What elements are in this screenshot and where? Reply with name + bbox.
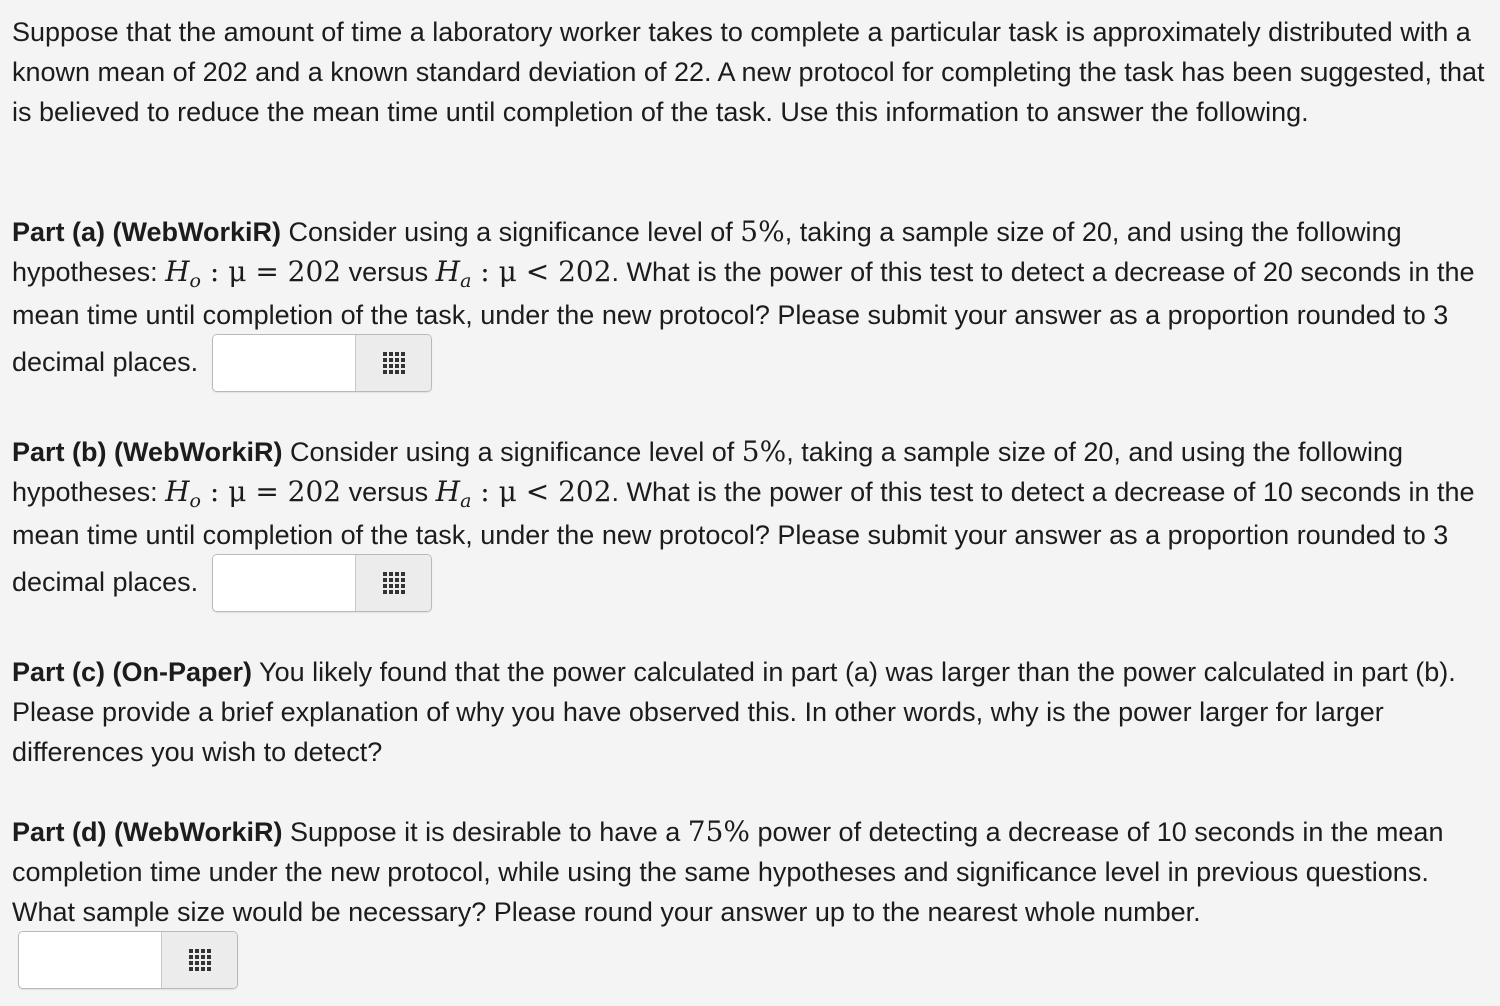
part-d-label: Part (d) (WebWorkiR)	[12, 817, 283, 847]
ha-statement: : μ < 202	[471, 475, 612, 508]
h0-statement: : μ = 202	[200, 255, 342, 288]
part-b-sig: 5%	[741, 435, 787, 468]
part-a-question: . What is the power of this test to detect a decrease of 20 seconds in the mean time until completion of the task, under the new protocol? Please submit your answer as a proportion rounded to 3 decimal places.	[12, 257, 1475, 378]
ha-statement: : μ < 202	[471, 255, 612, 288]
part-d-equation-editor-button[interactable]	[161, 932, 237, 988]
part-a-paragraph	[12, 212, 1490, 393]
part-c-paragraph	[12, 652, 1490, 772]
part-a-ha	[435, 255, 612, 292]
part-d-power: 75%	[687, 815, 751, 848]
part-a-text: Consider using a significance level of	[281, 217, 741, 247]
ha-subscript: a	[460, 270, 472, 292]
part-b-text: Consider using a significance level of	[282, 437, 742, 467]
part-a-answer-input[interactable]	[213, 335, 355, 391]
part-a-label: Part (a) (WebWorkiR)	[12, 217, 282, 247]
grid-icon	[189, 949, 211, 971]
versus-text: versus	[341, 257, 436, 287]
ha-symbol: H	[435, 255, 461, 288]
part-a-text: , taking a sample size of 20, and using the following hypotheses:	[12, 217, 1402, 287]
part-a-answer-box	[212, 334, 432, 392]
part-b-answer-box	[212, 554, 432, 612]
part-b-ha	[435, 475, 612, 512]
part-b-text: , taking a sample size of 20, and using the following hypotheses:	[12, 437, 1404, 507]
h0-subscript: o	[189, 490, 201, 512]
part-b-answer-group	[212, 554, 432, 612]
part-b-h0	[165, 475, 342, 512]
part-b-answer-input[interactable]	[213, 555, 355, 611]
part-b-paragraph	[12, 432, 1490, 613]
h0-symbol: H	[165, 255, 190, 288]
h0-statement: : μ = 202	[200, 475, 342, 508]
grid-icon	[383, 352, 405, 374]
part-d-answer-box	[18, 931, 238, 989]
part-c-label: Part (c) (On-Paper)	[12, 657, 253, 687]
ha-subscript: a	[460, 490, 472, 512]
part-d-text: power of detecting a decrease of 10 seconds in the mean completion time under the new protocol, while using the same hypotheses and significance level in previous questions. What sample size would be necessary? Please round your answer up to the nearest whole number.	[12, 817, 1444, 927]
h0-symbol: H	[165, 475, 190, 508]
part-d-paragraph	[12, 812, 1490, 932]
part-a-equation-editor-button[interactable]	[355, 335, 431, 391]
part-d-answer-group	[18, 931, 238, 989]
part-a-h0	[165, 255, 342, 292]
part-a-answer-group	[212, 334, 432, 392]
intro-paragraph: Suppose that the amount of time a laboratory worker takes to complete a particular task is approximately distributed with a known mean of 202 and a known standard deviation of 22. A new protocol for completing the task has been suggested, that is believed to reduce the mean time until completion of the task. Use this information to answer the following.	[12, 17, 1485, 127]
part-d-answer-input[interactable]	[19, 932, 161, 988]
part-d-text: Suppose it is desirable to have a	[282, 817, 688, 847]
part-b-equation-editor-button[interactable]	[355, 555, 431, 611]
grid-icon	[383, 572, 405, 594]
part-a-sig: 5%	[740, 215, 785, 248]
versus-text: versus	[341, 477, 436, 507]
h0-subscript: o	[189, 270, 201, 292]
part-b-label: Part (b) (WebWorkiR)	[12, 437, 283, 467]
ha-symbol: H	[435, 475, 461, 508]
part-b-question: . What is the power of this test to detect a decrease of 10 seconds in the mean time until completion of the task, under the new protocol? Please submit your answer as a proportion rounded to 3 decimal places.	[12, 477, 1475, 598]
part-c-text: You likely found that the power calculated in part (a) was larger than the power calculated in part (b). Please provide a brief explanation of why you have observed this. In other words, why is the power larger for larger differences you wish to detect?	[12, 657, 1456, 767]
